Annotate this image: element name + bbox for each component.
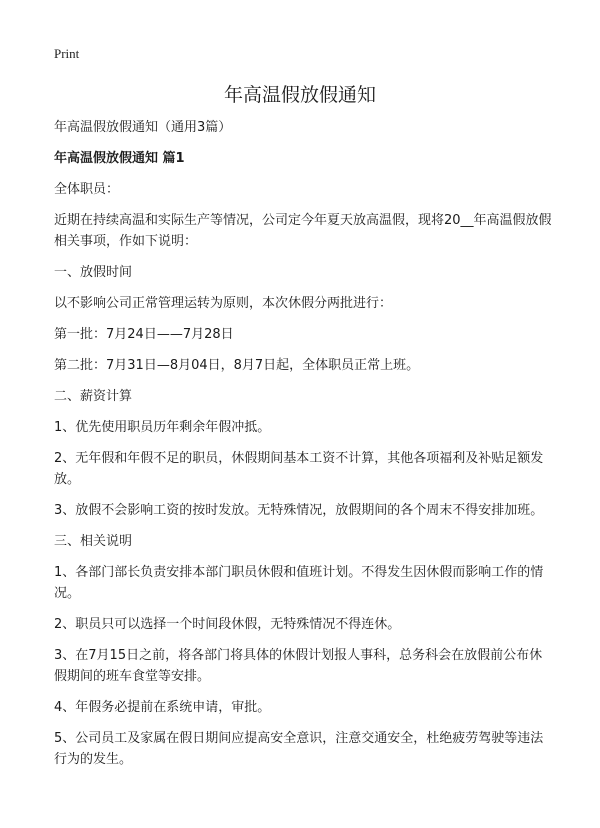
document-body bbox=[54, 117, 554, 780]
paragraph-note-4: 4、年假务必提前在系统申请，审批。 bbox=[54, 700, 271, 715]
heading-holiday-time: 一、放假时间 bbox=[54, 265, 133, 280]
document-title: 年高温假放假通知 bbox=[223, 84, 376, 106]
section-heading: 年高温假放假通知 篇1 bbox=[54, 151, 185, 166]
heading-salary: 二、薪资计算 bbox=[54, 389, 133, 404]
paragraph-batch-1: 第一批：7月24日——7月28日 bbox=[54, 327, 234, 342]
paragraph-salary-3: 3、放假不会影响工资的按时发放。无特殊情况，放假期间的各个周末不得安排加班。 bbox=[54, 503, 544, 518]
document-subtitle: 年高温假放假通知（通用3篇） bbox=[54, 120, 232, 135]
paragraph-salary-2: 2、无年假和年假不足的职员，休假期间基本工资不计算，其他各项福利及补贴足额发放。 bbox=[54, 451, 544, 487]
paragraph-salary-1: 1、优先使用职员历年剩余年假冲抵。 bbox=[54, 420, 271, 435]
heading-notes: 三、相关说明 bbox=[54, 534, 133, 549]
paragraph-note-1: 1、各部门部长负责安排本部门职员休假和值班计划。不得发生因休假而影响工作的情况。 bbox=[54, 565, 544, 601]
paragraph-principle: 以不影响公司正常管理运转为原则，本次休假分两批进行： bbox=[54, 296, 393, 311]
paragraph-note-5: 5、公司员工及家属在假日期间应提高安全意识，注意交通安全，杜绝疲劳驾驶等违法行为的发生。 bbox=[54, 731, 544, 767]
paragraph-salutation: 全体职员： bbox=[54, 182, 120, 197]
paragraph-intro: 近期在持续高温和实际生产等情况，公司定今年夏天放高温假，现将20__年高温假放假相关事项，作如下说明： bbox=[54, 213, 552, 249]
print-link[interactable]: Print bbox=[54, 46, 80, 61]
paragraph-note-2: 2、职员只可以选择一个时间段休假，无特殊情况不得连休。 bbox=[54, 617, 401, 632]
paragraph-batch-2: 第二批：7月31日—8月04日，8月7日起，全体职员正常上班。 bbox=[54, 358, 420, 373]
paragraph-note-3: 3、在7月15日之前，将各部门将具体的休假计划报人事科，总务科会在放假前公布休假期间的班车食堂等安排。 bbox=[54, 648, 543, 684]
